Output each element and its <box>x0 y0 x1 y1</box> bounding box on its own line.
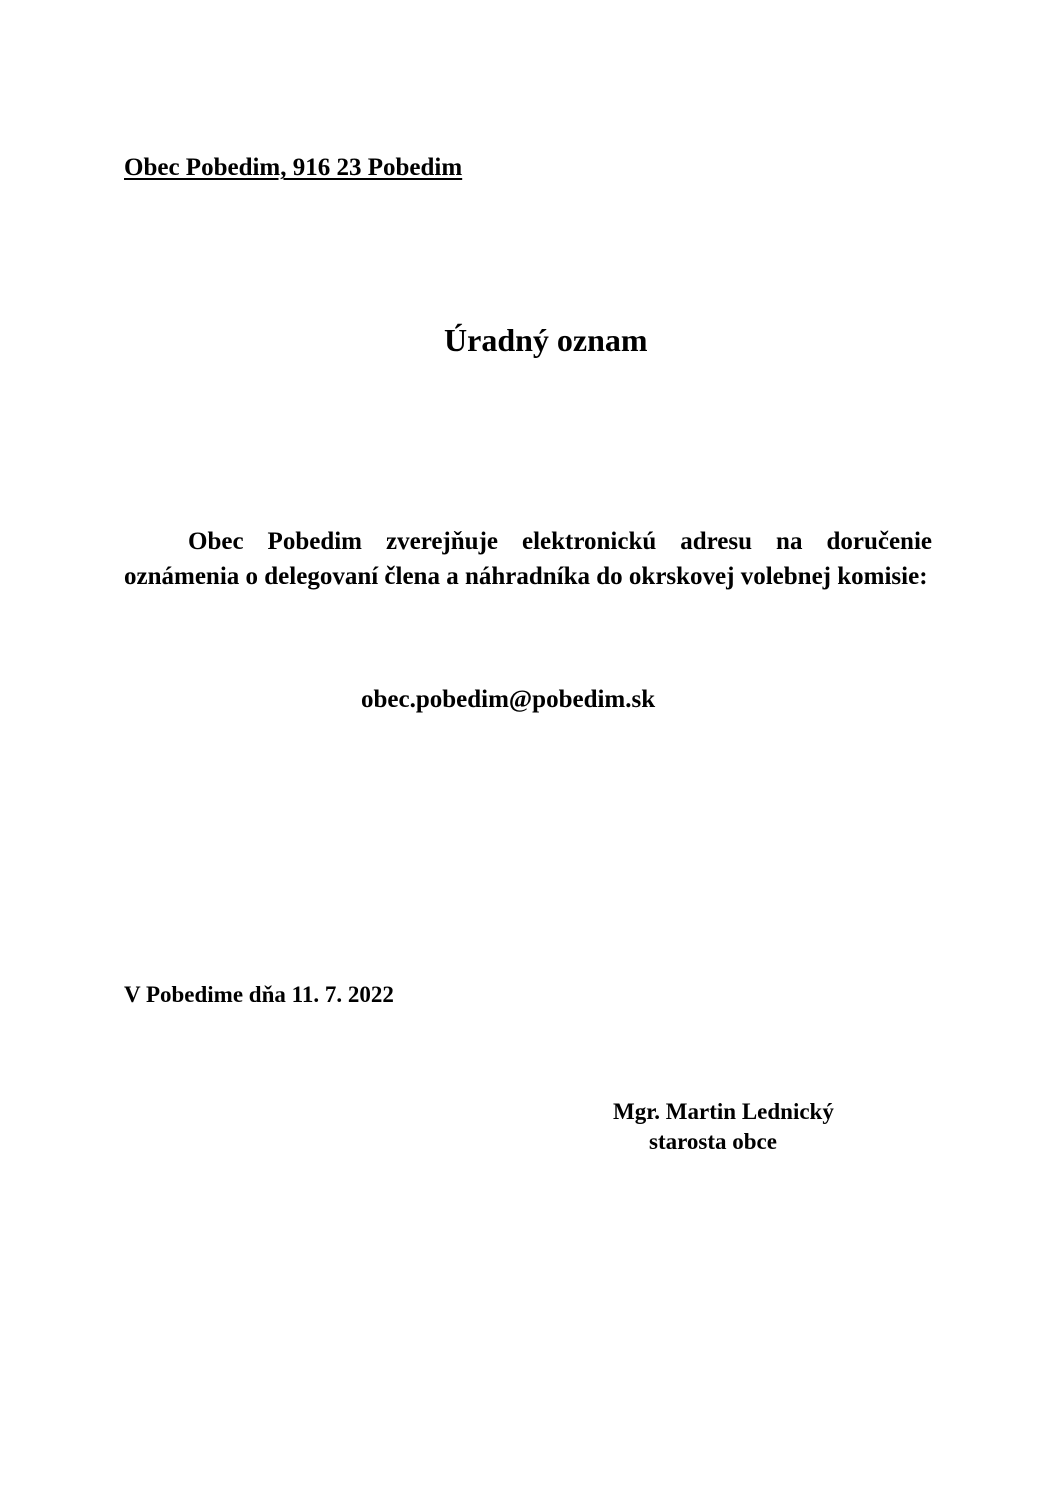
email-address: obec.pobedim@pobedim.sk <box>361 686 656 713</box>
signature-block <box>613 1097 834 1157</box>
document-header: Obec Pobedim, 916 23 Pobedim <box>124 154 463 181</box>
signatory-name: Mgr. Martin Lednický <box>613 1099 834 1124</box>
place-and-date: V Pobedime dňa 11. 7. 2022 <box>124 982 394 1007</box>
announcement-paragraph: Obec Pobedim zverejňuje elektronickú adresu na doručenie oznámenia o delegovaní člena a náhradníka do okrskovej volebnej komisie: <box>124 528 932 590</box>
signatory-role: starosta obce <box>649 1129 777 1154</box>
document-title: Úradný oznam <box>444 322 648 358</box>
